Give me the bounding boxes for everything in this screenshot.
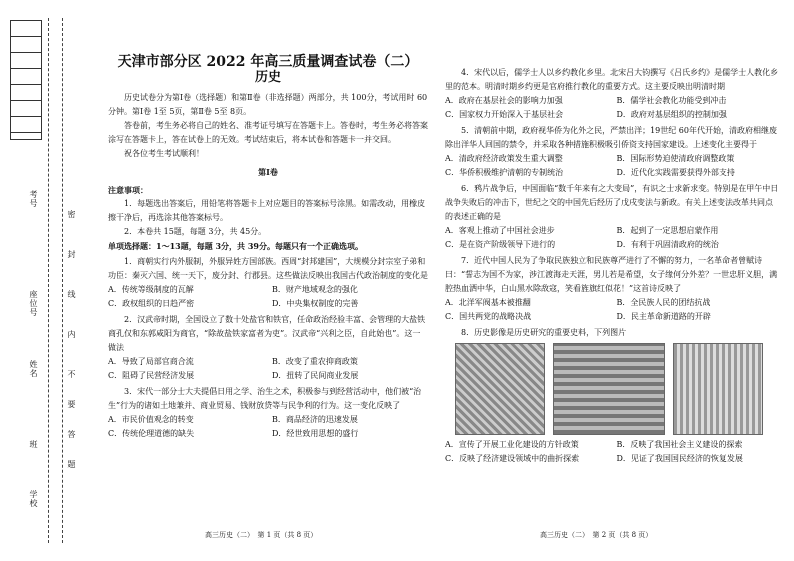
- question-8: [445, 326, 780, 466]
- question-stem: 7．近代中国人民为了争取民族独立和民族尊严进行了不懈的努力，一名革命者曾赋诗曰：“誓志为国不为家，涉江渡海走天涯，男儿若是希望，女子缘何分外差？一世忠肝义胆，满腔热血洒中华，白山黑水除敌寇，笑看旌旗红似花！”这首诗反映了: [445, 256, 778, 293]
- exam-title: 天津市部分区 2022 年高三质量调查试卷（二）: [117, 54, 419, 70]
- seal-char: 要: [67, 400, 76, 409]
- question-3: [108, 385, 428, 441]
- binding-margin: [0, 0, 80, 561]
- class-label: 班: [29, 440, 38, 449]
- question-type: 单项选择题：1～13题，每题 3分，共 39分。每题只有一个正确选项。: [108, 241, 363, 251]
- question-6: [445, 182, 780, 252]
- option: A．导致了局部官商合流: [108, 357, 194, 366]
- seat-label: 座位号: [29, 290, 38, 317]
- option: D．见证了我国国民经济的恢复发展: [616, 454, 743, 463]
- option: B．改变了重农抑商政策: [272, 357, 358, 366]
- seal-char: 密: [67, 210, 76, 219]
- option: A．宣传了开展工业化建设的方针政策: [445, 440, 579, 449]
- seal-char: 题: [67, 460, 76, 469]
- question-stem: 6．鸦片战争后，中国面临“数千年来有之大变局”，有识之士求新求变。特别是在甲午中日战争失败后的冲击下，世纪之交的中国先后经历了戊戌变法与新政。有关上述变法改革共同点的表述正确的是: [445, 184, 779, 221]
- question-stem: 5．清朝前中期，政府视华侨为化外之民，严禁出洋；19世纪 60年代开始，清政府相继废除出洋华人回国的禁令，并采取各种措施积极吸引侨资支持国家建设。上述变化主要得于: [445, 126, 777, 149]
- photo-image: [455, 343, 545, 435]
- question-stem: 4．宋代以后，儒学士人以乡约教化乡里。北宋吕大钧撰写《吕氏乡约》是儒学士人教化乡里的范本。明清时期乡约更是官府推行教化的重要方式。这主要反映出明清时期: [445, 68, 779, 91]
- option: C．国共两党的战略决战: [445, 312, 532, 321]
- option: A．传统等级制度的瓦解: [108, 285, 194, 294]
- seal-char: 不: [67, 370, 76, 379]
- option: A．清政府经济政策发生重大调整: [445, 154, 563, 163]
- option: B．起到了一定思想启蒙作用: [616, 226, 719, 235]
- option: C．国家权力开始深入于基层社会: [445, 110, 564, 119]
- seal-char: 内: [67, 330, 76, 339]
- seal-char: 答: [67, 430, 76, 439]
- option: D．有利于巩固清政府的统治: [616, 240, 719, 249]
- left-column: [108, 55, 428, 441]
- seal-line-inner: [62, 18, 63, 543]
- question-5: [445, 124, 780, 180]
- option: C．是在资产阶级领导下进行的: [445, 240, 556, 249]
- question-stem: 3．宋代一部分士大夫提倡日用之学、治生之术，积极参与到经营活动中，他们被“治生”行为的诸如土地兼并、商业贸易、钱财放贷等与民争利的行为。这一变化反映了: [108, 387, 422, 410]
- seal-line-outer: [48, 18, 49, 543]
- seal-char: 线: [67, 290, 76, 299]
- option: A．市民价值观念的转变: [108, 415, 194, 424]
- historical-photos: [455, 343, 780, 435]
- option: A．客观上推动了中国社会进步: [445, 226, 555, 235]
- option: D．民主革命新道路的开辟: [616, 312, 711, 321]
- school-label: 学校: [29, 490, 38, 508]
- option: B．财产地域观念的强化: [272, 285, 358, 294]
- question-1: [108, 255, 428, 311]
- question-stem: 8．历史影像是历史研究的重要史料，下列图片: [461, 328, 627, 337]
- option: A．政府在基层社会的影响力加强: [445, 96, 563, 105]
- seal-char: 封: [67, 250, 76, 259]
- note-item: 1．每题选出答案后，用铅笔将答题卡上对应题目的答案标号涂黑。如需改动，用橡皮擦干净后，再选涂其他答案标号。: [108, 199, 426, 222]
- option: D．扭转了民间商业发展: [272, 371, 359, 380]
- page-footer-left: 高三历史（二） 第 1 页（共 8 页）: [205, 531, 318, 539]
- option: B．儒学社会教化功能受到冲击: [616, 96, 727, 105]
- option: D．中央集权制度的完善: [272, 299, 359, 308]
- question-7: [445, 254, 780, 324]
- option: B．商品经济的迅速发展: [272, 415, 358, 424]
- question-2: [108, 313, 428, 383]
- option: B．全民族人民的团结抗战: [616, 298, 711, 307]
- score-box: [10, 20, 42, 140]
- section-heading: 第Ⅰ卷: [258, 167, 278, 177]
- page-footer-right: 高三历史（二） 第 2 页（共 8 页）: [540, 531, 653, 539]
- option: C．反映了经济建设领域中的曲折探索: [445, 454, 580, 463]
- option: C．华侨积极维护清朝的专制统治: [445, 168, 564, 177]
- kaohao-label: 考号: [29, 190, 38, 208]
- photo-image: [673, 343, 763, 435]
- right-column: [445, 64, 780, 466]
- option: B．反映了我国社会主义建设的探索: [616, 440, 743, 449]
- name-label: 姓名: [29, 360, 38, 378]
- option: B．国际形势迫使清政府调整政策: [616, 154, 735, 163]
- question-stem: 2．汉武帝时期，全国设立了数十处盐官和铁官，任命政治经验丰富、会管理的大盐铁商孔仅和东郭咸阳为商官，“除故盐铁家富者为吏”。汉武帝“兴利之臣，自此始也”。这一做法: [108, 315, 426, 352]
- option: D．经世致用思想的盛行: [272, 429, 359, 438]
- intro-paragraph: 祝各位考生考试顺利！: [124, 149, 204, 158]
- option: A．北洋军阀基本被推翻: [445, 298, 531, 307]
- option: C．传统伦理道德的缺失: [108, 429, 195, 438]
- option: D．政府对基层组织的控制加强: [616, 110, 727, 119]
- notes-heading: 注意事项：: [108, 185, 148, 195]
- question-4: [445, 66, 780, 122]
- option: C．政权组织的日趋严密: [108, 299, 195, 308]
- option: C．阻碍了民营经济发展: [108, 371, 195, 380]
- subject-title: 历史: [254, 70, 281, 85]
- option: D．近代化实践需要获得外部支持: [616, 168, 735, 177]
- question-stem: 1．商朝实行内外服制，外服异姓方国部族。西周“封邦建国”，大规模分封宗室子弟和功臣：秦灭六国、统一天下，废分封、行郡县。这些做法反映出我国古代政治制度的变化是: [108, 257, 428, 280]
- photo-image: [553, 343, 665, 435]
- intro-paragraph: 答卷前，考生务必将自己的姓名、准考证号填写在答题卡上。答卷时，考生务必将答案涂写在答题卡上，答在试卷上的无效。考试结束后，将本试卷和答题卡一并交回。: [108, 121, 428, 144]
- intro-paragraph: 历史试卷分为第Ⅰ卷（选择题）和第Ⅱ卷（非选择题）两部分，共 100分，考试用时 60分钟。第Ⅰ卷 1至 5页，第Ⅱ卷 5至 8页。: [108, 93, 428, 116]
- note-item: 2．本卷共 15题，每题 3分，共 45分。: [124, 227, 267, 236]
